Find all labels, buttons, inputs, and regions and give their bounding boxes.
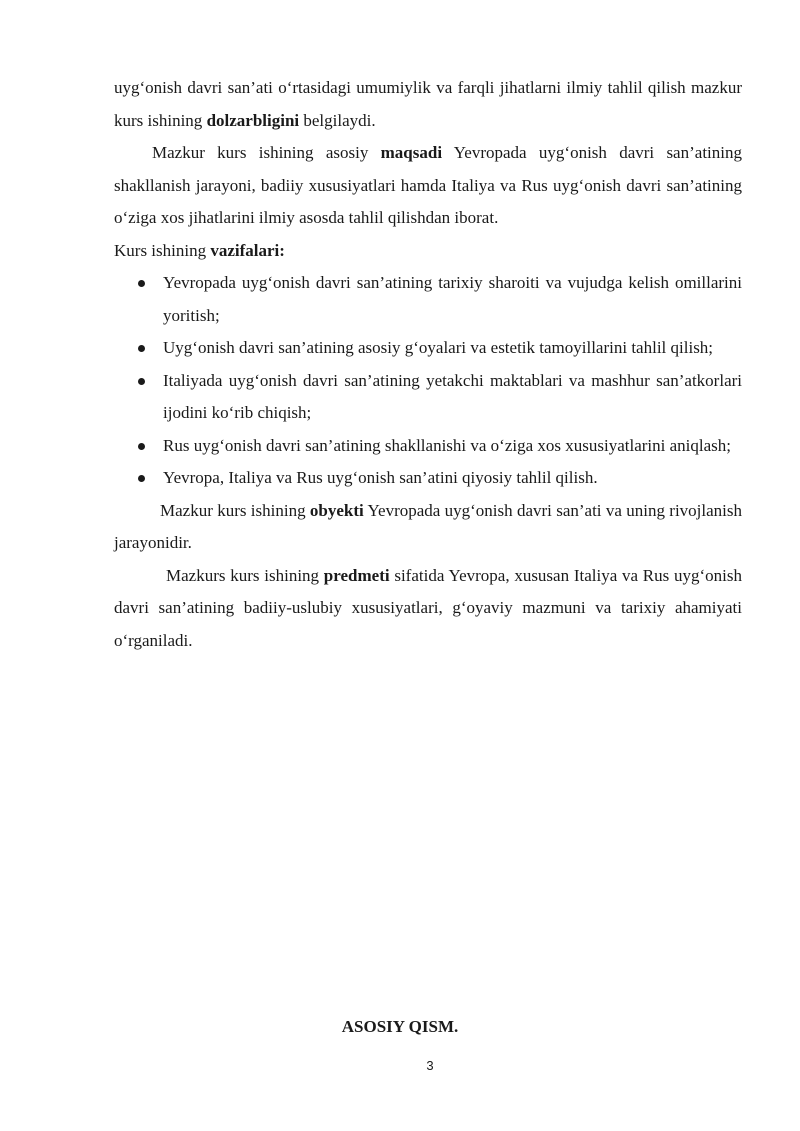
list-item: Yevropa, Italiya va Rus uyg‘onish san’atini qiyosiy tahlil qilish. xyxy=(114,462,742,495)
list-item: Rus uyg‘onish davri san’atining shakllanishi va o‘ziga xos xususiyatlarini aniqlash; xyxy=(114,430,742,463)
paragraph-aim: Mazkur kurs ishining asosiy maqsadi Yevropada uyg‘onish davri san’atining shakllanish jarayoni, badiiy xususiyatlari hamda Italiya va Rus uyg‘onish davri san’atining o‘ziga xos jihatlarini ilmiy asosda tahlil qilishdan iborat. xyxy=(114,143,742,227)
list-item: Yevropada uyg‘onish davri san’atining tarixiy sharoiti va vujudga kelish omillarini yoritish; xyxy=(114,267,742,332)
bullet-icon xyxy=(138,378,145,385)
paragraph-subject: Mazkurs kurs ishining predmeti sifatida Yevropa, xususan Italiya va Rus uyg‘onish davri san’atining badiiy-uslubiy xususiyatlari, g‘oyaviy mazmuni va tarixiy ahamiyati o‘rganiladi. xyxy=(114,565,743,650)
document-body xyxy=(114,72,742,657)
term-object: obyekti xyxy=(309,500,364,520)
term-subject: predmeti xyxy=(323,565,390,585)
bullet-icon xyxy=(138,475,145,482)
bullet-icon xyxy=(138,345,145,352)
bullet-icon xyxy=(138,280,145,287)
list-item: Italiyada uyg‘onish davri san’atining yetakchi maktablari va mashhur san’atkorlari ijodini ko‘rib chiqish; xyxy=(114,365,742,430)
term-tasks: vazifalari: xyxy=(210,240,285,260)
section-heading: ASOSIY QISM. xyxy=(341,1017,459,1036)
paragraph-tasks-label: Kurs ishining vazifalari: xyxy=(114,240,285,260)
term-aim: maqsadi xyxy=(380,143,443,162)
paragraph-relevance: uyg‘onish davri san’ati o‘rtasidagi umumiylik va farqli jihatlarni ilmiy tahlil qilish mazkur kurs ishining dolzarbligini belgilaydi. xyxy=(114,78,742,130)
tasks-list xyxy=(114,267,742,495)
term-relevance: dolzarbligini xyxy=(206,110,300,130)
paragraph-object: Mazkur kurs ishining obyekti Yevropada uyg‘onish davri san’ati va uning rivojlanish jarayonidir. xyxy=(114,500,742,552)
list-item: Uyg‘onish davri san’atining asosiy g‘oyalari va estetik tamoyillarini tahlil qilish; xyxy=(114,332,742,365)
page-number: 3 xyxy=(426,1058,434,1073)
bullet-icon xyxy=(138,443,145,450)
